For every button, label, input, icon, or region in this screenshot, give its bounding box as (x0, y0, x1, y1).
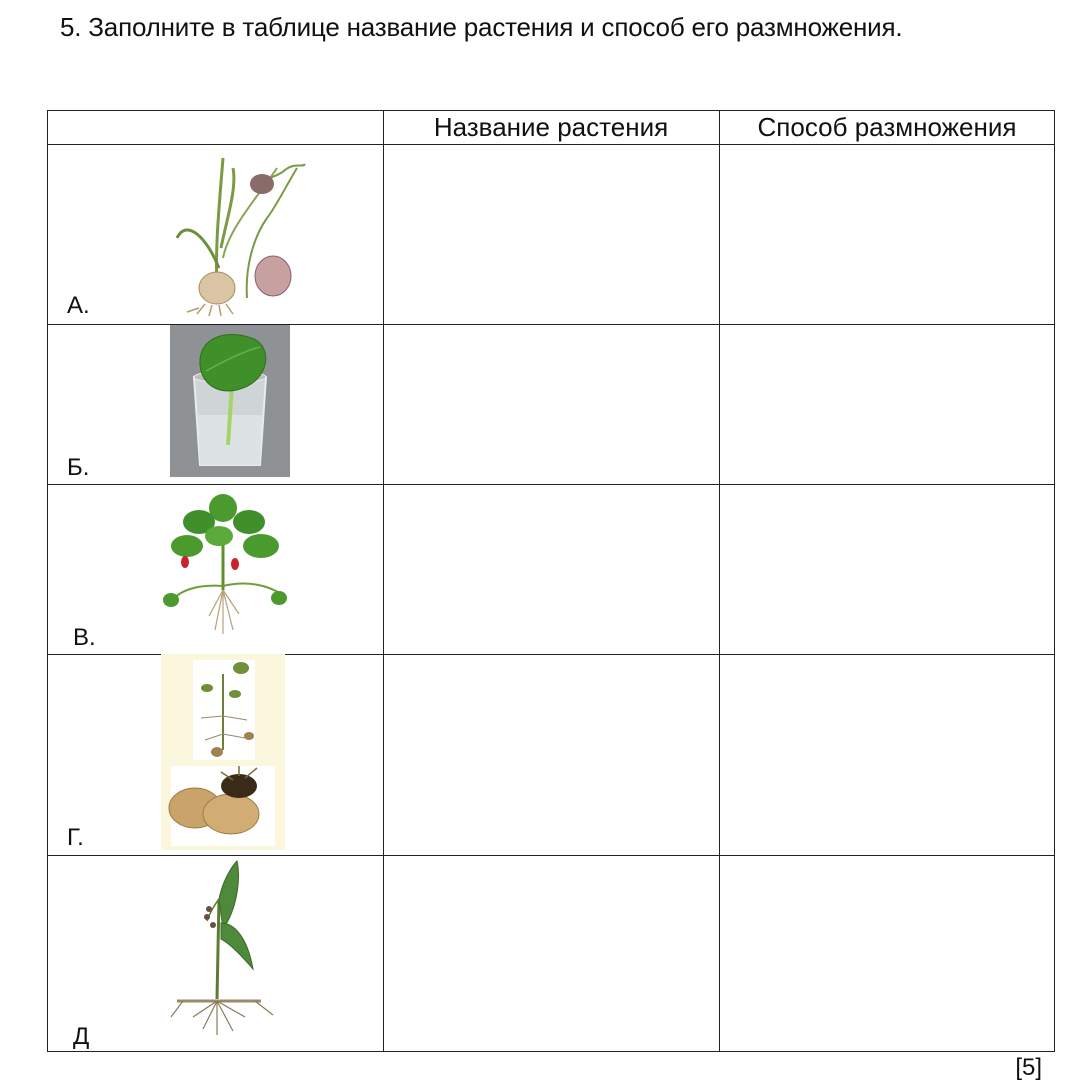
header-empty (47, 110, 383, 144)
table-row (47, 144, 383, 324)
row-label: А. (67, 292, 90, 319)
row-label: В. (73, 624, 96, 651)
violet-leaf-in-water-image (170, 325, 290, 477)
row-label: Г. (67, 824, 84, 851)
reproduction-method-answer-cell[interactable] (719, 484, 1055, 654)
potato-plant-tubers-image (161, 654, 285, 850)
plant-name-answer-cell[interactable] (383, 855, 719, 1051)
plant-name-answer-cell[interactable] (383, 484, 719, 654)
plant-name-answer-cell[interactable] (383, 144, 719, 324)
table-row (47, 484, 383, 654)
strawberry-plant-image (159, 490, 291, 640)
reproduction-method-answer-cell[interactable] (719, 855, 1055, 1051)
answer-table (47, 110, 1055, 1052)
reproduction-method-answer-cell[interactable] (719, 654, 1055, 855)
table-row (47, 654, 383, 855)
plant-name-answer-cell[interactable] (383, 654, 719, 855)
header-plant-name: Название растения (433, 111, 669, 142)
row-label: Д (73, 1023, 90, 1050)
reproduction-method-answer-cell[interactable] (719, 324, 1055, 484)
table-border-bottom (47, 1051, 1055, 1052)
table-row (47, 855, 383, 1051)
reproduction-method-answer-cell[interactable] (719, 144, 1055, 324)
task-title: 5. Заполните в таблице название растения и способ его размножения. (60, 12, 903, 42)
plant-name-answer-cell[interactable] (383, 324, 719, 484)
score-marker: [5] (1015, 1054, 1042, 1081)
lily-of-the-valley-rhizome-image (163, 859, 289, 1043)
table-row (47, 324, 383, 484)
row-label: Б. (67, 454, 90, 481)
garlic-plant-image (157, 148, 307, 320)
header-reproduction-method: Способ размножения (757, 111, 1017, 142)
